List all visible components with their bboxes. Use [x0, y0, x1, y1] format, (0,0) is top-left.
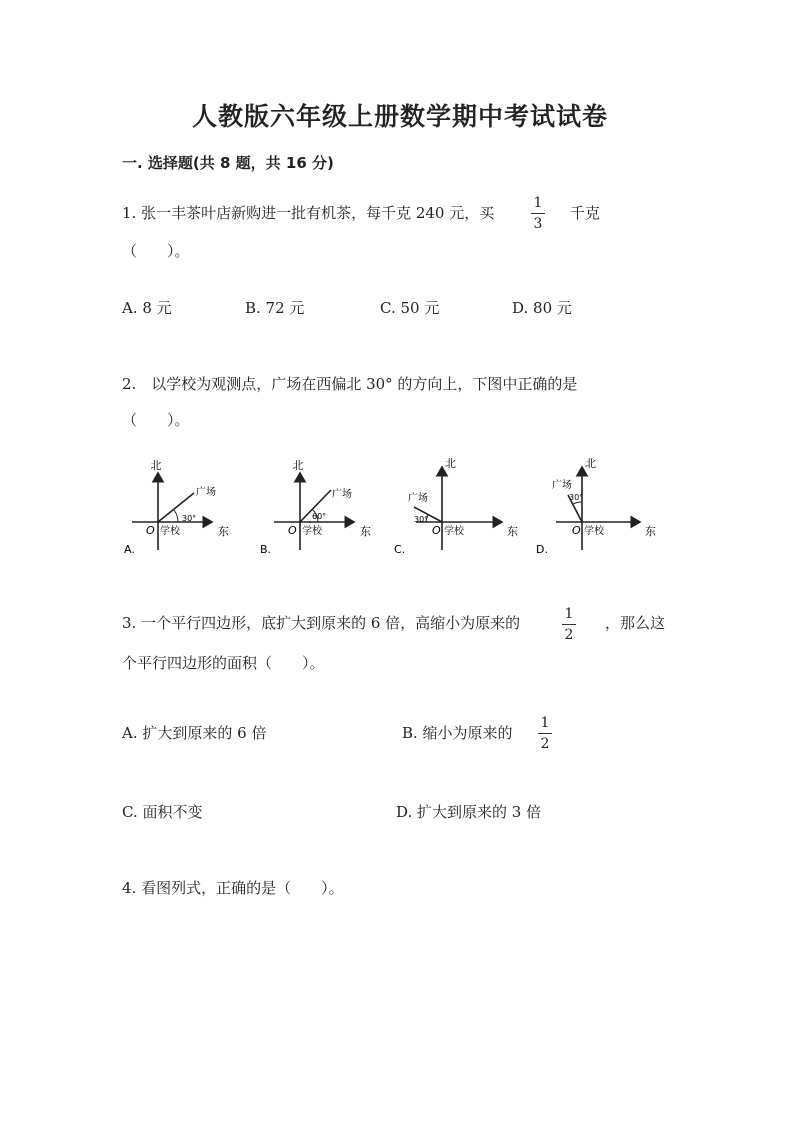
q3-option-b-denominator: 2 [540, 736, 550, 752]
q2-figure-d [536, 457, 656, 556]
q1-option-d: D. 80 元 [512, 299, 572, 317]
label-school-c: 学校 [444, 526, 464, 537]
figure-letter-a: A. [124, 543, 135, 556]
figure-letter-b: B. [260, 543, 272, 556]
q3-option-b-fraction-bar [538, 733, 552, 734]
label-angle-b: 60° [312, 512, 327, 521]
q1-answer-blank: （ ）。 [122, 242, 190, 260]
label-angle-c: 30° [414, 515, 429, 524]
q1-fraction-denominator: 3 [533, 216, 543, 232]
q3-text-after: ，那么这 [605, 614, 666, 632]
label-school-b: 学校 [302, 526, 322, 537]
q1-option-c: C. 50 元 [380, 299, 440, 317]
q2-figure-b [260, 459, 371, 556]
q3-fraction-denominator: 2 [564, 627, 574, 643]
q3-line2: 个平行四边形的面积（ ）。 [122, 654, 325, 672]
label-place-c: 广场 [408, 493, 428, 504]
q1-fraction [528, 196, 548, 231]
q3-fraction [559, 607, 579, 642]
label-place-d: 广场 [552, 480, 572, 491]
q2-figure-a [124, 459, 229, 556]
q1-text: 1. 张一丰茶叶店新购进一批有机茶，每千克 240 元，买 [122, 204, 495, 222]
label-north-d: 北 [585, 457, 596, 470]
label-north-b: 北 [292, 459, 304, 472]
q3-option-d: D. 扩大到原来的 3 倍 [396, 803, 542, 821]
q3-option-a: A. 扩大到原来的 6 倍 [122, 724, 267, 742]
q3-option-b-numerator: 1 [540, 715, 550, 731]
label-north-c: 北 [445, 457, 456, 470]
q1-text-after: 千克 [570, 204, 601, 222]
label-east-d: 东 [645, 525, 656, 538]
q1-fraction-bar [531, 213, 545, 214]
q3-option-b-fraction [535, 716, 555, 751]
figure-letter-c: C. [394, 543, 406, 556]
q1-fraction-numerator: 1 [533, 195, 543, 211]
label-place-a: 广场 [196, 487, 216, 498]
q3-option-c: C. 面积不变 [122, 803, 203, 821]
q1-option-b: B. 72 元 [245, 299, 305, 317]
label-east-a: 东 [218, 525, 229, 538]
label-angle-d: 30° [569, 493, 584, 502]
label-origin-a: O [146, 524, 155, 537]
section-heading: 一. 选择题(共 8 题，共 16 分) [122, 154, 334, 172]
q3-fraction-bar [562, 624, 576, 625]
q3-text: 3. 一个平行四边形，底扩大到原来的 6 倍，高缩小为原来的 [122, 614, 521, 632]
q3-option-b: B. 缩小为原来的 [402, 724, 513, 742]
label-school-a: 学校 [160, 526, 180, 537]
label-east-c: 东 [507, 525, 518, 538]
label-origin-d: O [572, 524, 581, 537]
angle-arc-a [174, 510, 178, 522]
q2-text: 2. 以学校为观测点，广场在西偏北 30° 的方向上，下图中正确的是 [122, 375, 578, 393]
angle-arc-d [573, 502, 582, 504]
q2-figures [110, 455, 670, 565]
label-place-b: 广场 [332, 489, 352, 500]
q2-answer-blank: （ ）。 [122, 411, 190, 429]
q3-fraction-numerator: 1 [564, 606, 574, 622]
figure-letter-d: D. [536, 543, 548, 556]
q4-text: 4. 看图列式，正确的是（ ）。 [122, 879, 344, 897]
q1-option-a: A. 8 元 [122, 299, 172, 317]
page-title: 人教版六年级上册数学期中考试试卷 [191, 102, 608, 131]
label-east-b: 东 [360, 525, 371, 538]
label-school-d: 学校 [584, 526, 604, 537]
label-origin-c: O [432, 524, 441, 537]
label-origin-b: O [288, 524, 297, 537]
label-angle-a: 30° [182, 514, 197, 523]
label-north-a: 北 [150, 459, 162, 472]
q2-figure-c [394, 457, 518, 556]
